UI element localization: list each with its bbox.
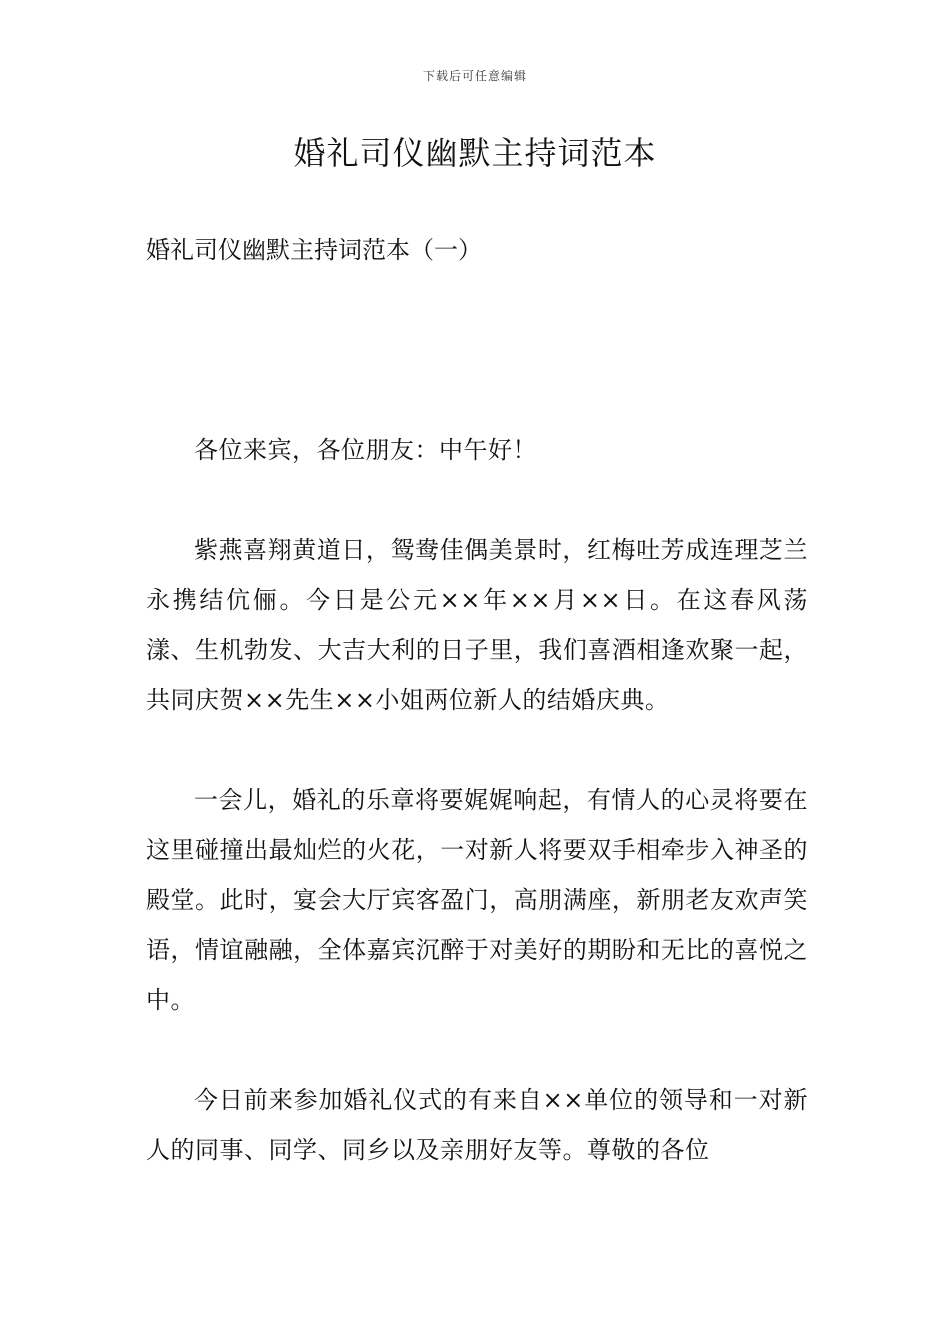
header-note: 下载后可任意编辑 — [422, 69, 527, 83]
section-heading: 婚礼司仪幽默主持词范本（一） — [146, 236, 482, 264]
paragraph-guests: 今日前来参加婚礼仪式的有来自××单位的领导和一对新人的同事、同学、同乡以及亲朋好友等。尊敬的各位 — [146, 1086, 808, 1164]
paragraph-ceremony: 一会儿，婚礼的乐章将要娓娓响起，有情人的心灵将要在这里碰撞出最灿烂的火花，一对新人将要双手相牵步入神圣的殿堂。此时，宴会大厅宾客盈门，高朋满座，新朋老友欢声笑语，情谊融融，全体嘉宾沉醉于对美好的期盼和无比的喜悦之中。 — [146, 786, 808, 1014]
document-title: 婚礼司仪幽默主持词范本 — [293, 134, 657, 172]
document-body — [146, 425, 808, 1225]
paragraph-opening: 紫燕喜翔黄道日，鸳鸯佳偶美景时，红梅吐芳成连理芝兰永携结伉俪。今日是公元××年××月××日。在这春风荡漾、生机勃发、大吉大利的日子里，我们喜酒相逢欢聚一起，共同庆贺××先生××小姐两位新人的结婚庆典。 — [146, 536, 808, 714]
paragraph-greeting: 各位来宾，各位朋友：中午好！ — [194, 436, 537, 464]
